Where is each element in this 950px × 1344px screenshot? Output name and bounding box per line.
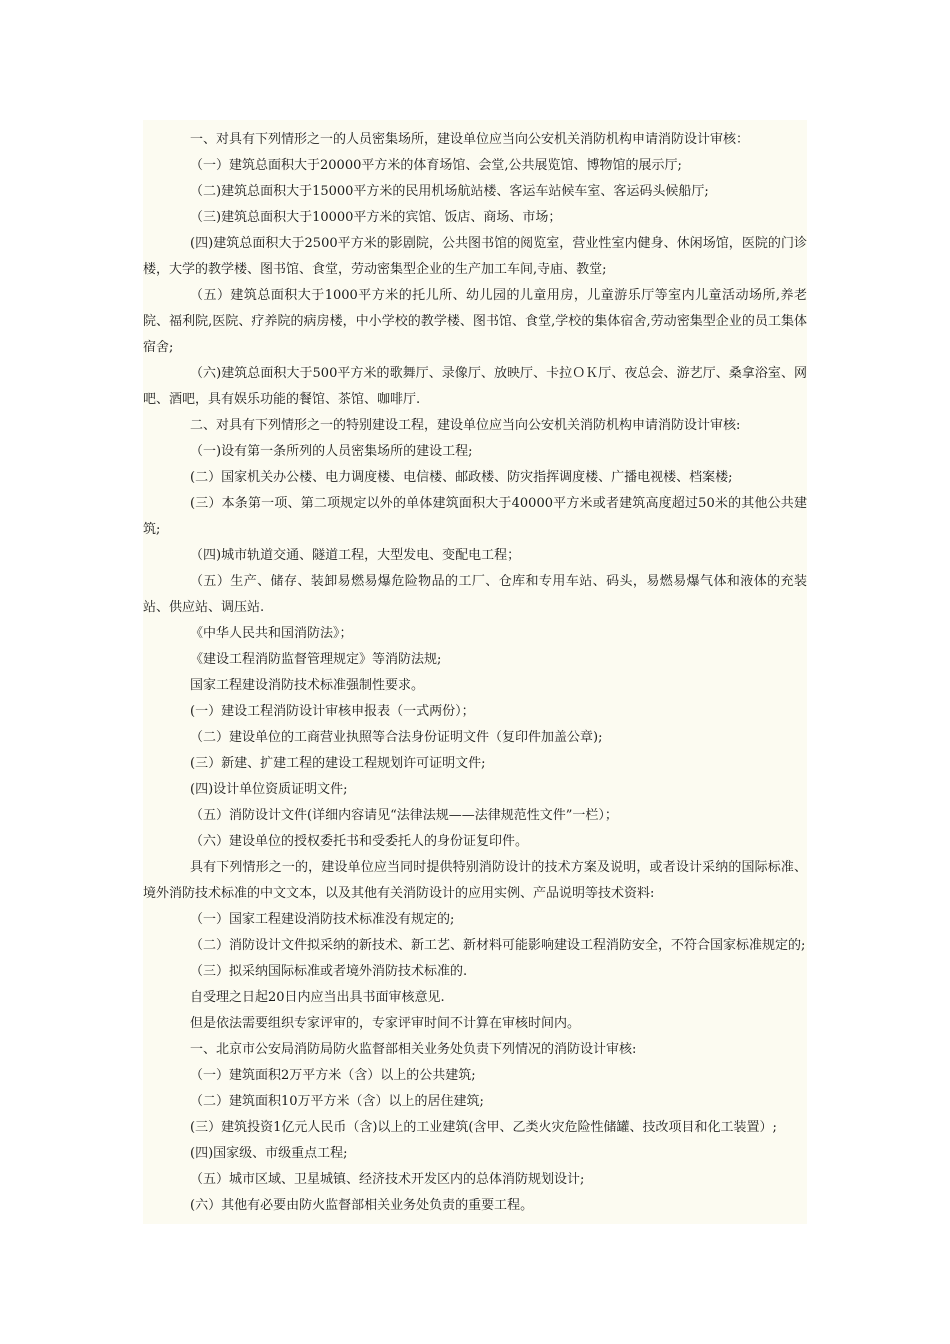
paragraph: 一、对具有下列情形之一的人员密集场所，建设单位应当向公安机关消防机构申请消防设计审核： <box>190 132 750 147</box>
paragraph: 二、对具有下列情形之一的特别建设工程，建设单位应当向公安机关消防机构申请消防设计审核: <box>190 418 741 433</box>
paragraph: （四)城市轨道交通、隧道工程，大型发电、变配电工程； <box>190 548 521 563</box>
paragraph: （二）消防设计文件拟采纳的新技术、新工艺、新材料可能影响建设工程消防安全，不符合国家标准规定的; <box>190 938 806 953</box>
paragraph: （一）国家工程建设消防技术标准没有规定的; <box>190 912 455 927</box>
paragraph: (四)建筑总面积大于2500平方米的影剧院，公共图书馆的阅览室，营业性室内健身、休闲场馆，医院的门诊楼，大学的教学楼、图书馆、食堂，劳动密集型企业的生产加工车间,寺庙、教堂; <box>143 236 807 277</box>
paragraph: 一、北京市公安局消防局防火监督部相关业务处负责下列情况的消防设计审核: <box>190 1042 637 1057</box>
paragraph: （二)建筑总面积大于15000平方米的民用机场航站楼、客运车站候车室、客运码头候船厅; <box>190 184 709 199</box>
paragraph: （二）建设单位的工商营业执照等合法身份证明文件（复印件加盖公章); <box>190 730 603 745</box>
paragraph: (四)国家级、市级重点工程; <box>190 1146 348 1161</box>
paragraph: （三）拟采纳国际标准或者境外消防技术标准的. <box>190 964 468 979</box>
paragraph: (三）建筑投资1亿元人民币（含)以上的工业建筑(含甲、乙类火灾危险性储罐、技改项目和化工装置）; <box>190 1120 777 1135</box>
paragraph: （三)建筑总面积大于10000平方米的宾馆、饭店、商场、市场； <box>190 210 562 225</box>
paragraph: (三）新建、扩建工程的建设工程规划许可证明文件; <box>190 756 486 771</box>
paragraph: 但是依法需要组织专家评审的，专家评审时间不计算在审核时间内。 <box>190 1016 581 1031</box>
paragraph: （一）建筑总面积大于20000平方米的体育场馆、会堂,公共展览馆、博物馆的展示厅; <box>190 158 682 173</box>
paragraph: （六）建设单位的授权委托书和受委托人的身份证复印件。 <box>190 834 529 849</box>
paragraph: 《建设工程消防监督管理规定》等消防法规; <box>190 652 442 667</box>
paragraph: （五）消防设计文件(详细内容请见“法律法规——法律规范性文件”一栏）； <box>190 808 618 823</box>
paragraph: （一)设有第一条所列的人员密集场所的建设工程; <box>190 444 473 459</box>
paragraph: (四)设计单位资质证明文件; <box>190 782 348 797</box>
paragraph: （二）建筑面积10万平方米（含）以上的居住建筑; <box>190 1094 484 1109</box>
paragraph: 自受理之日起20日内应当出具书面审核意见. <box>190 990 445 1005</box>
paragraph: (二）国家机关办公楼、电力调度楼、电信楼、邮政楼、防灾指挥调度楼、广播电视楼、档案楼; <box>190 470 733 485</box>
paragraph: (三）本条第一项、第二项规定以外的单体建筑面积大于40000平方米或者建筑高度超过50米的其他公共建筑; <box>143 496 807 537</box>
paragraph: 国家工程建设消防技术标准强制性要求。 <box>190 678 425 693</box>
paragraph: （六)建筑总面积大于500平方米的歌舞厅、录像厅、放映厅、卡拉ＯＫ厅、夜总会、游艺厅、桑拿浴室、网吧、酒吧，具有娱乐功能的餐馆、茶馆、咖啡厅. <box>143 366 807 407</box>
paragraph: (六）其他有必要由防火监督部相关业务处负责的重要工程。 <box>190 1198 534 1213</box>
paragraph: 具有下列情形之一的，建设单位应当同时提供特别消防设计的技术方案及说明，或者设计采纳的国际标准、境外消防技术标准的中文文本，以及其他有关消防设计的应用实例、产品说明等技术资料: <box>143 860 807 901</box>
document-body <box>143 120 807 1224</box>
paragraph: 《中华人民共和国消防法》； <box>190 626 353 641</box>
paragraph: （五）城市区域、卫星城镇、经济技术开发区内的总体消防规划设计; <box>190 1172 585 1187</box>
paragraph: （一）建筑面积2万平方米（含）以上的公共建筑; <box>190 1068 476 1083</box>
paragraph: (一）建设工程消防设计审核申报表（一式两份）； <box>190 704 475 719</box>
paragraph: （五）生产、储存、装卸易燃易爆危险物品的工厂、仓库和专用车站、码头，易燃易爆气体和液体的充装站、供应站、调压站. <box>143 574 807 615</box>
paragraph: （五）建筑总面积大于1000平方米的托儿所、幼儿园的儿童用房，儿童游乐厅等室内儿童活动场所,养老院、福利院,医院、疗养院的病房楼，中小学校的教学楼、图书馆、食堂,学校的集体宿舍,劳动密集型企业的员工集体宿舍; <box>143 288 807 355</box>
